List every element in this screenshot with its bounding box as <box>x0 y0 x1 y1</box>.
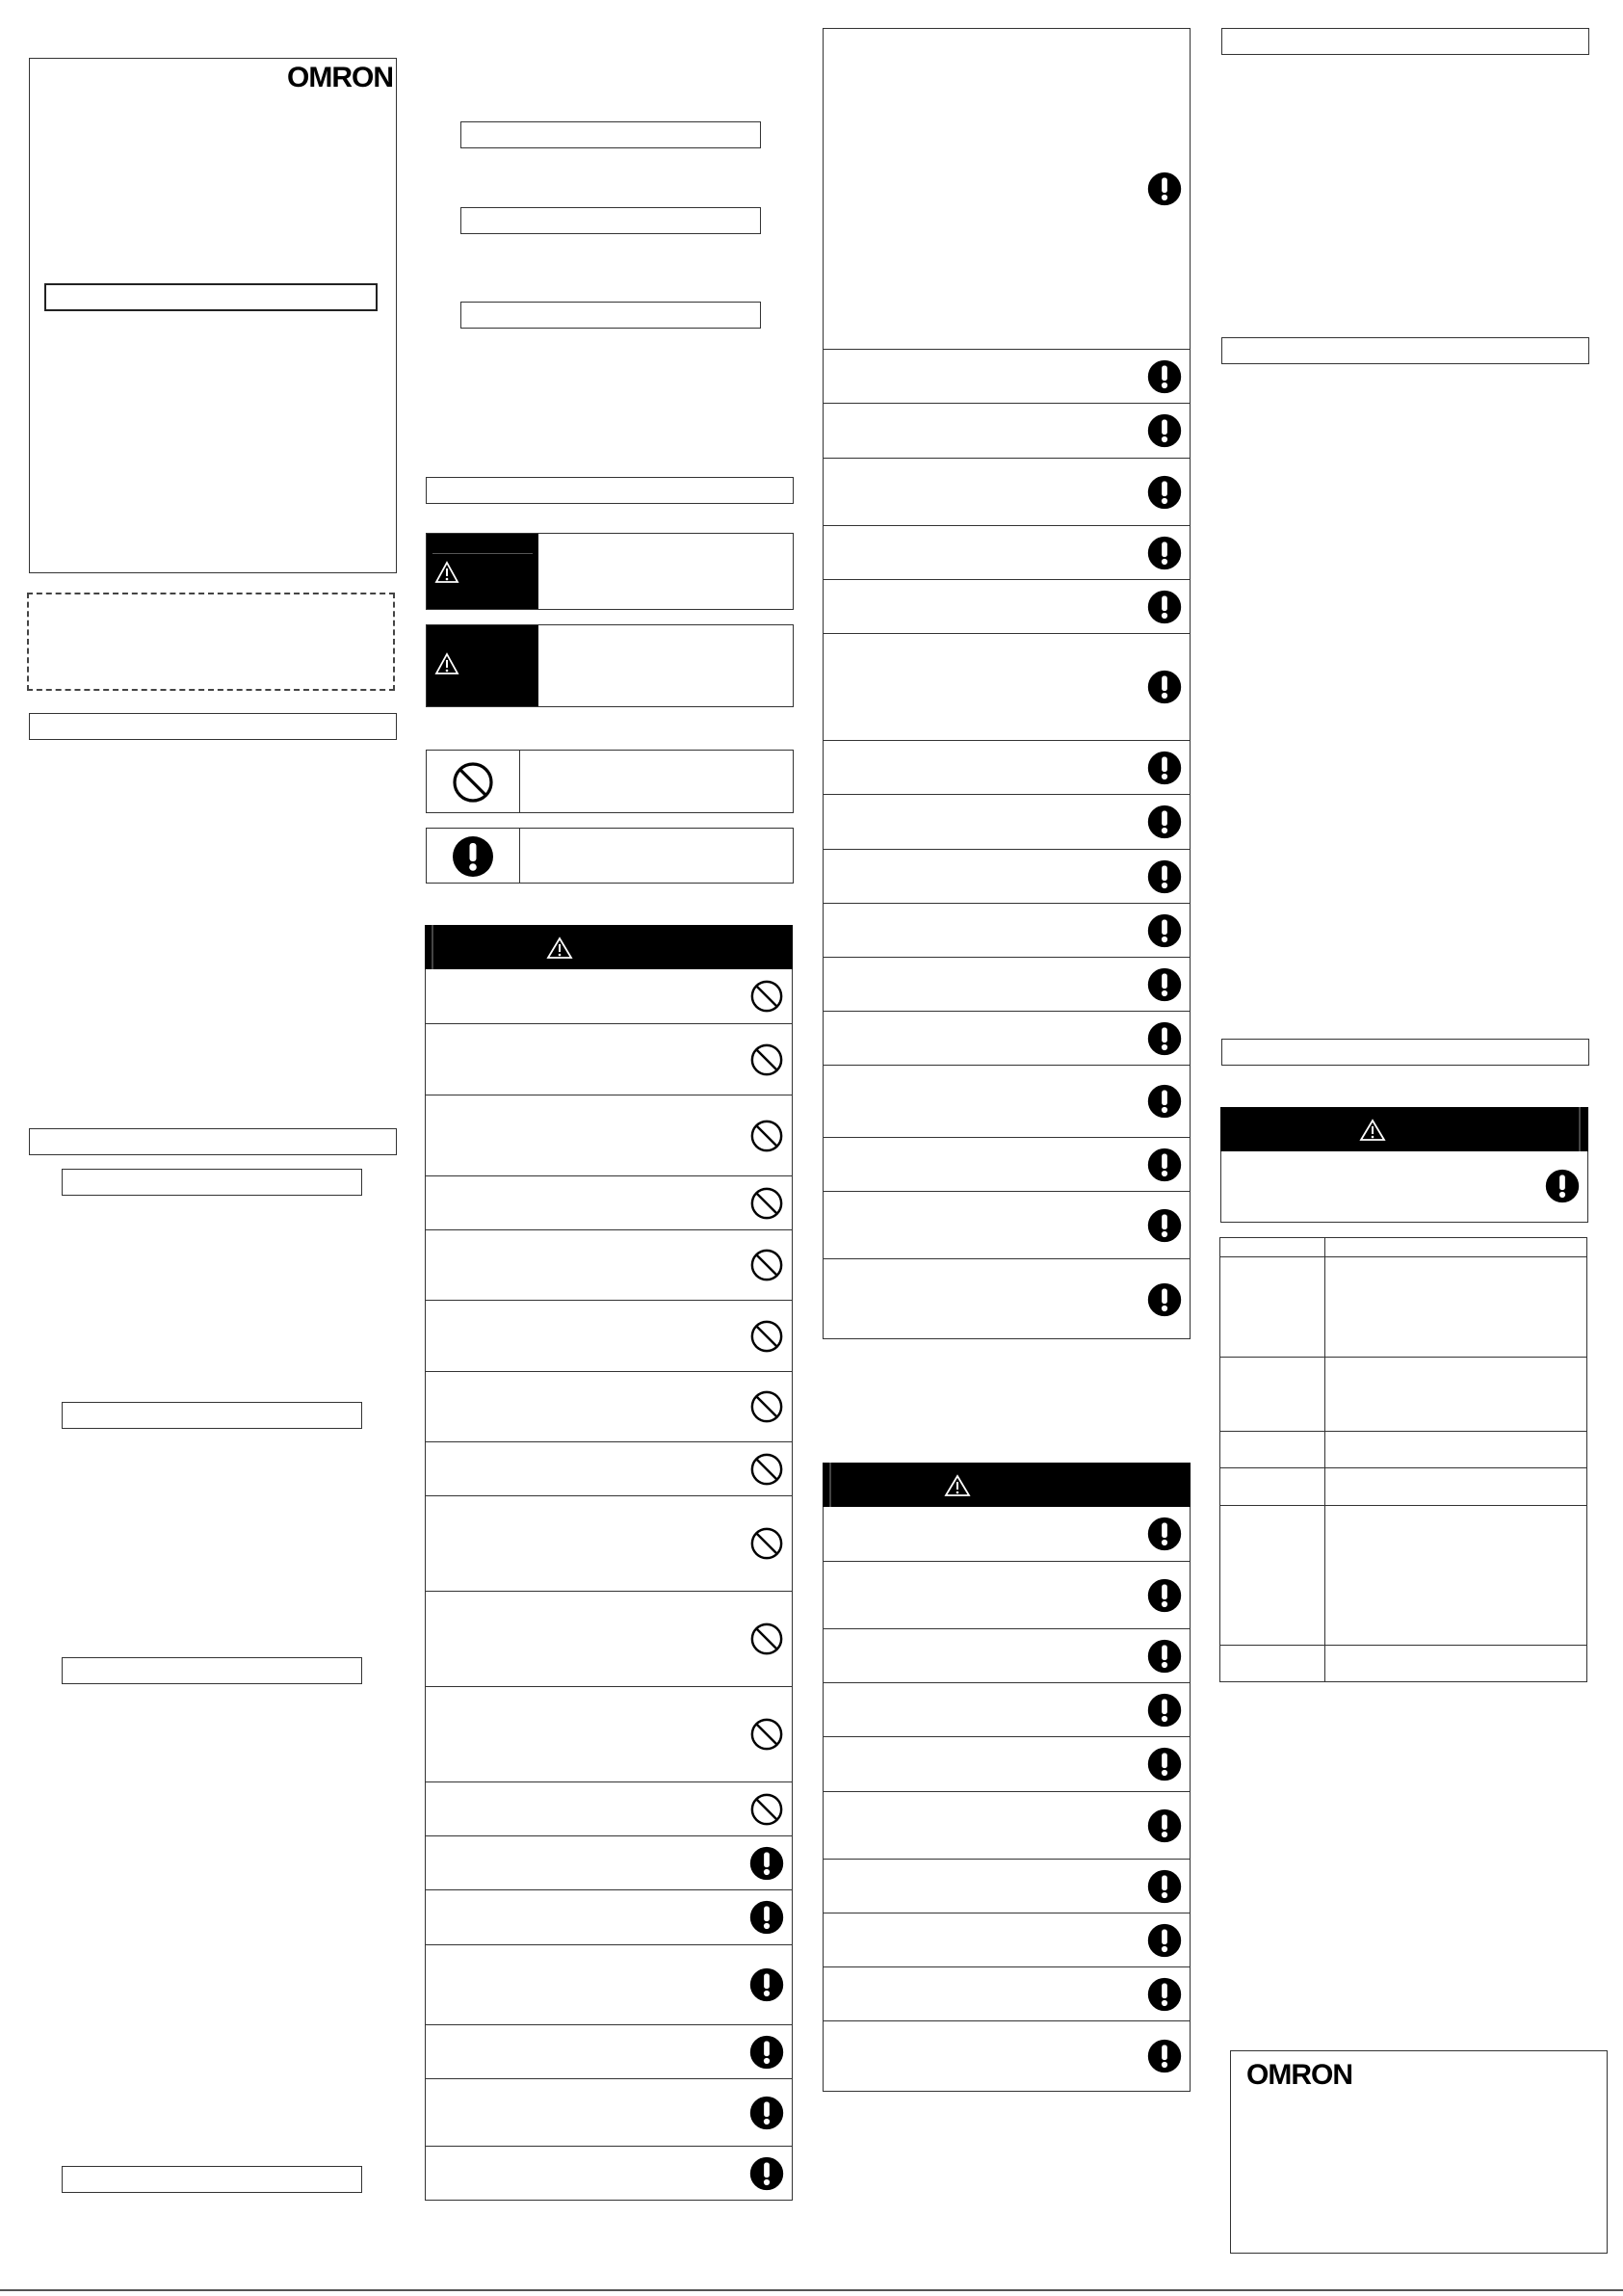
mandatory-icon <box>1147 1639 1182 1674</box>
mandatory-icon <box>1147 1578 1182 1613</box>
mandatory-icon <box>1147 172 1182 206</box>
prohibition-icon <box>749 979 784 1014</box>
table-row <box>824 403 1190 458</box>
mandatory-icon <box>1147 1869 1182 1904</box>
mandatory-icon <box>1147 590 1182 624</box>
mandatory-icon <box>749 1967 784 2002</box>
table-row <box>426 1441 792 1495</box>
subsection-header-box <box>62 1402 362 1429</box>
section-header-box <box>1221 28 1589 55</box>
alert-triangle-icon <box>434 561 459 584</box>
table-row <box>824 957 1190 1011</box>
mandatory-icon <box>1147 536 1182 570</box>
table-row <box>824 849 1190 903</box>
mandatory-icon <box>1147 967 1182 1002</box>
prohibition-icon <box>452 761 494 804</box>
table-row <box>426 1686 792 1781</box>
model-name-box <box>44 283 378 311</box>
table-row <box>426 1944 792 2024</box>
prohibition-icon <box>749 1389 784 1424</box>
mandatory-icon <box>1147 1923 1182 1958</box>
mandatory-icon <box>1147 1977 1182 2012</box>
table-row <box>824 1791 1190 1859</box>
mandatory-icon <box>1147 1084 1182 1119</box>
table-row <box>426 1889 792 1944</box>
symbol-cell-divider <box>519 829 520 883</box>
section-header-box <box>1221 337 1589 364</box>
spec-row-rule <box>1220 1645 1586 1646</box>
header-edge <box>1579 1107 1581 1151</box>
table-row <box>426 1371 792 1441</box>
section-header-box <box>426 477 794 504</box>
prohibition-icon <box>749 1717 784 1752</box>
table-row <box>824 1966 1190 2020</box>
cover-frame <box>29 58 397 573</box>
mandatory-icon <box>1147 2039 1182 2073</box>
table-row <box>824 794 1190 849</box>
mandatory-icon <box>1147 1693 1182 1728</box>
table-row <box>426 1175 792 1229</box>
signal-word-block <box>427 534 538 609</box>
subsection-header-box <box>62 1657 362 1684</box>
table-row <box>824 1011 1190 1065</box>
dashed-notice-box <box>27 593 395 691</box>
omron-logo: OMRON <box>1246 2059 1352 2091</box>
table-row <box>824 633 1190 740</box>
header-edge <box>829 1463 831 1507</box>
table-row <box>426 1591 792 1686</box>
caution-table-header <box>823 1463 1191 1507</box>
warning-row <box>1220 1151 1588 1223</box>
alert-triangle-icon <box>434 652 459 675</box>
table-row <box>824 2020 1190 2091</box>
header-edge <box>432 925 433 969</box>
table-row <box>426 969 792 1023</box>
mandatory-icon <box>1147 670 1182 704</box>
section-header-box <box>29 1128 397 1155</box>
mandatory-icon <box>749 1846 784 1881</box>
spec-row-rule <box>1220 1357 1586 1358</box>
mandatory-icon <box>749 2035 784 2070</box>
table-row <box>824 903 1190 957</box>
subsection-header-box <box>62 2166 362 2193</box>
prohibition-icon <box>749 1042 784 1077</box>
section-header-box <box>1221 1039 1589 1066</box>
prohibition-icon <box>749 1319 784 1354</box>
header-box <box>460 207 761 234</box>
header-box <box>460 121 761 148</box>
mandatory-icon <box>1147 1208 1182 1243</box>
table-row <box>824 1561 1190 1628</box>
mandatory-icon <box>1147 913 1182 948</box>
table-row <box>824 1682 1190 1736</box>
subsection-header-box <box>62 1169 362 1196</box>
mandatory-icon <box>749 1900 784 1935</box>
table-row <box>824 1137 1190 1191</box>
prohibition-icon <box>749 1186 784 1221</box>
mandatory-icon <box>1147 413 1182 448</box>
mandatory-icon <box>1147 1808 1182 1843</box>
alert-triangle-icon <box>944 1474 971 1497</box>
prohibition-icon <box>749 1248 784 1282</box>
mandatory-icon <box>749 2096 784 2130</box>
spec-row-rule <box>1220 1256 1586 1257</box>
prohibition-icon <box>749 1526 784 1561</box>
table-row <box>426 2078 792 2146</box>
warning-table-continued <box>823 28 1191 1339</box>
header-box <box>460 302 761 329</box>
alert-triangle-icon <box>546 937 573 960</box>
mandatory-icon <box>1147 751 1182 785</box>
table-row <box>824 1859 1190 1913</box>
section-header-box <box>29 713 397 740</box>
spec-row-rule <box>1220 1467 1586 1468</box>
omron-logo: OMRON <box>287 62 393 93</box>
table-row <box>426 1229 792 1300</box>
mandatory-icon <box>749 2156 784 2191</box>
spec-table <box>1219 1237 1587 1682</box>
table-row <box>824 1628 1190 1682</box>
table-row <box>824 349 1190 403</box>
table-row <box>824 1065 1190 1137</box>
spec-row-rule <box>1220 1505 1586 1506</box>
mandatory-icon <box>1545 1169 1580 1203</box>
table-row <box>426 1835 792 1889</box>
prohibition-icon <box>749 1452 784 1487</box>
table-row <box>824 1258 1190 1339</box>
prohibition-icon <box>749 1792 784 1827</box>
mandatory-icon <box>1147 859 1182 894</box>
symbol-cell-divider <box>519 751 520 812</box>
table-row <box>426 1095 792 1175</box>
table-row <box>824 1913 1190 1966</box>
warning-table <box>425 969 793 2201</box>
signal-word-legend-caution <box>426 624 794 707</box>
table-row <box>824 740 1190 794</box>
mandatory-icon <box>1147 1517 1182 1551</box>
prohibition-icon <box>749 1622 784 1656</box>
symbol-legend-mandatory <box>426 828 794 884</box>
table-row <box>824 458 1190 525</box>
table-row <box>824 1507 1190 1561</box>
table-row <box>824 1191 1190 1258</box>
mandatory-icon <box>1147 359 1182 394</box>
mandatory-icon <box>1147 805 1182 839</box>
table-row <box>426 1495 792 1591</box>
spec-row-rule <box>1220 1431 1586 1432</box>
warning-table-header <box>1220 1107 1588 1151</box>
signal-word-rule <box>432 553 533 554</box>
alert-triangle-icon <box>1359 1119 1386 1142</box>
signal-word-block <box>427 625 538 706</box>
symbol-legend-prohibition <box>426 750 794 813</box>
table-row <box>824 525 1190 579</box>
mandatory-icon <box>1147 1747 1182 1781</box>
table-row <box>824 29 1190 349</box>
table-row <box>426 1023 792 1095</box>
warning-table-header <box>425 925 793 969</box>
spec-col-divider <box>1324 1238 1325 1681</box>
table-row <box>426 1781 792 1835</box>
prohibition-icon <box>749 1119 784 1153</box>
mandatory-icon <box>1147 1021 1182 1056</box>
mandatory-icon <box>1147 475 1182 510</box>
signal-word-legend-warning <box>426 533 794 610</box>
page-bottom-rule <box>0 2289 1623 2291</box>
table-row <box>426 2146 792 2200</box>
caution-table <box>823 1507 1191 2092</box>
table-row <box>426 2024 792 2078</box>
table-row <box>426 1300 792 1371</box>
table-row <box>824 579 1190 633</box>
table-row <box>824 1736 1190 1791</box>
mandatory-icon <box>1147 1148 1182 1182</box>
mandatory-icon <box>452 835 494 878</box>
mandatory-icon <box>1147 1282 1182 1317</box>
